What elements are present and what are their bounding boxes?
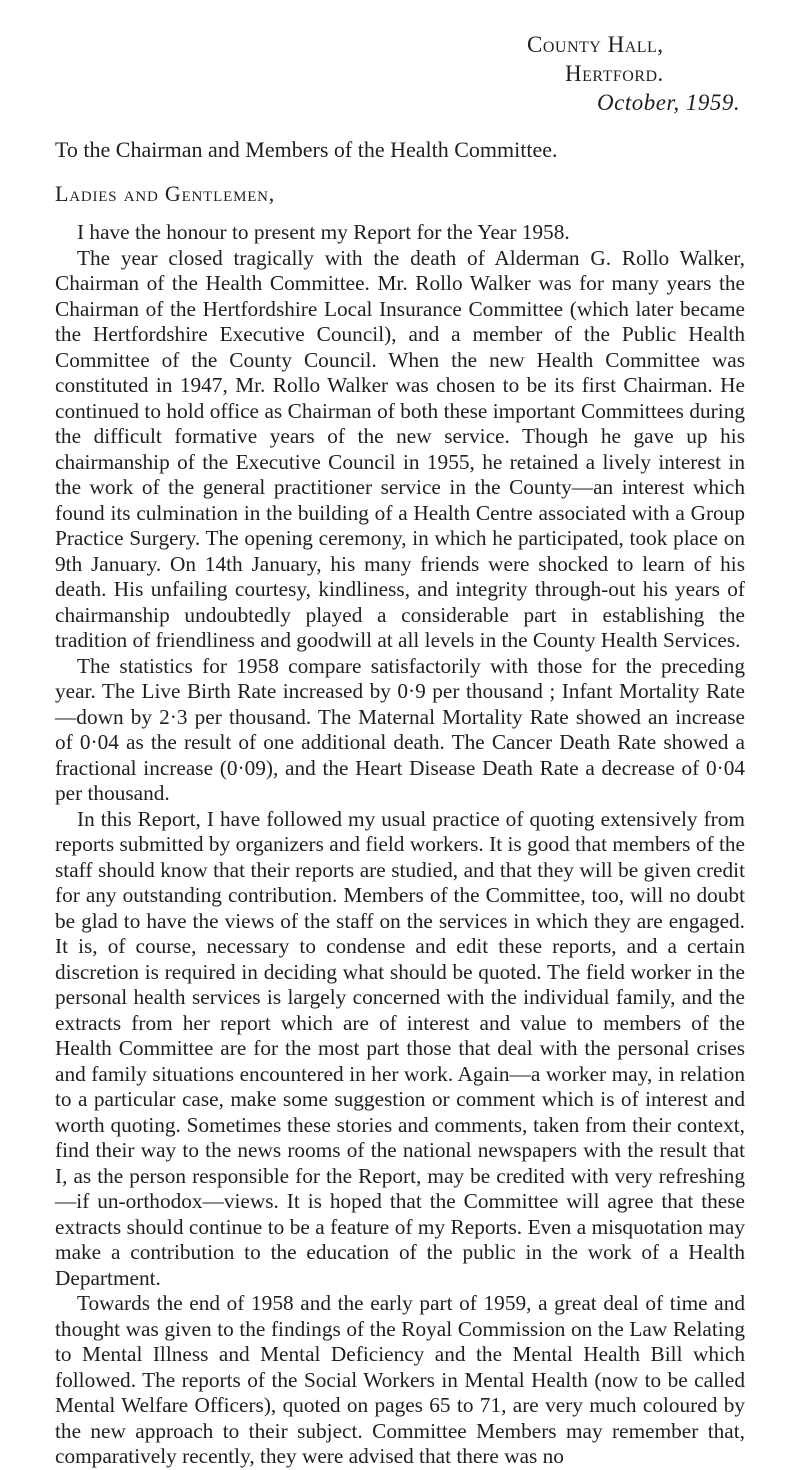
- paragraph: I have the honour to present my Report for the Year 1958.: [77, 220, 570, 244]
- addressee-line: To the Chairman and Members of the Health Committee.: [55, 137, 558, 162]
- paragraph: Towards the end of 1958 and the early part of 1959, a great deal of time and thought was given to the findings of the Royal Commission on the Law Relating to Mental Illness and Mental Deficiency and the Mental Health Bill which followed. The reports of the Social Workers in Mental Health (now to be called Mental Welfare Officers), quoted on pages 65 to 71, are very much coloured by the new approach to their subject. Committee Members may remember that, comparatively recently, they were advised that there was no: [55, 1291, 745, 1468]
- letter-date: October, 1959.: [597, 90, 741, 115]
- letter-body: [55, 220, 745, 1470]
- address-line-1: County Hall,: [527, 32, 664, 57]
- paragraph: In this Report, I have followed my usual practice of quoting extensively from reports submitted by organizers and field workers. It is good that members of the staff should know that their reports are studied, and that they will be given credit for any outstanding contribution. Members of the Committee, too, will no doubt be glad to have the views of the staff on the services in which they are engaged. It is, of course, necessary to condense and edit these reports, and a certain discretion is required in deciding what should be quoted. The field worker in the personal health services is largely concerned with the individual family, and the extracts from her report which are of interest and value to members of the Health Committee are for the most part those that deal with the personal crises and family situations encountered in her work. Again—a worker may, in relation to a particular case, make some suggestion or comment which is of interest and worth quoting. Sometimes these stories and comments, taken from their context, find their way to the news rooms of the national newspapers with the result that I, as the person responsible for the Report, may be credited with very refreshing—if un-orthodox—views. It is hoped that the Committee will agree that these extracts should continue to be a feature of my Reports. Even a misquotation may make a contribution to the education of the public in the work of a Health Department.: [55, 806, 745, 1290]
- paragraph: The year closed tragically with the death of Alderman G. Rollo Walker, Chairman of the Health Committee. Mr. Rollo Walker was for many years the Chairman of the Hertfordshire Local Insurance Committee (which later became the Hertfordshire Executive Council), and a member of the Public Health Committee of the County Council. When the new Health Committee was constituted in 1947, Mr. Rollo Walker was chosen to be its first Chairman. He continued to hold office as Chairman of both these important Committees during the difficult formative years of the new service. Though he gave up his chairmanship of the Executive Council in 1955, he retained a lively interest in the work of the general practitioner service in the County—an interest which found its culmination in the building of a Health Centre associated with a Group Practice Surgery. The opening ceremony, in which he participated, took place on 9th January. On 14th January, his many friends were shocked to learn of his death. His unfailing courtesy, kindliness, and integrity through-out his years of chairmanship undoubtedly played a considerable part in establishing the tradition of friendliness and goodwill at all levels in the County Health Services.: [55, 245, 745, 652]
- address-line-2: Hertford.: [565, 61, 664, 86]
- salutation: Ladies and Gentlemen,: [55, 181, 276, 206]
- sender-address: [527, 30, 740, 117]
- paragraph: The statistics for 1958 compare satisfactorily with those for the preceding year. The Live Birth Rate increased by 0·9 per thousand ; Infant Mortality Rate—down by 2·3 per thousand. The Maternal Mortality Rate showed an increase of 0·04 as the result of one additional death. The Cancer Death Rate showed a fractional increase (0·09), and the Heart Disease Death Rate a decrease of 0·04 per thousand.: [55, 653, 745, 805]
